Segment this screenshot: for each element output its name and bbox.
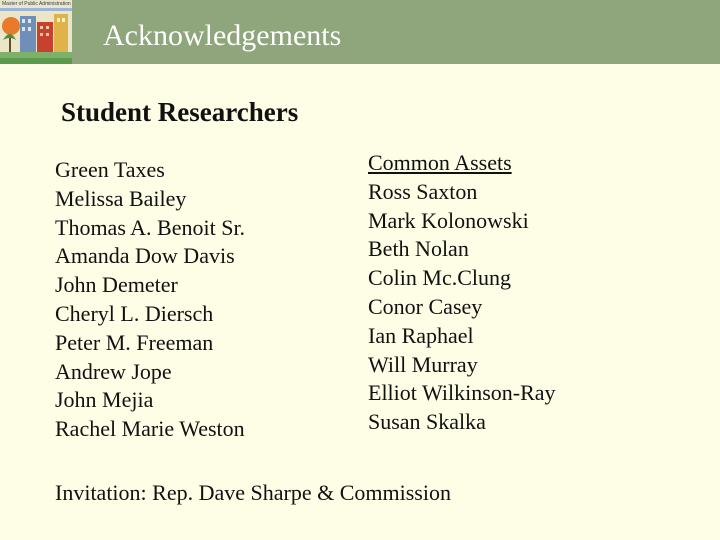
invitation-text: Invitation: Rep. Dave Sharpe & Commission [55, 480, 451, 505]
researcher-name: Thomas A. Benoit Sr. [55, 214, 246, 240]
page-title: Acknowledgements [103, 19, 342, 52]
green-taxes-column [55, 156, 245, 444]
section-heading: Student Researchers [61, 97, 299, 127]
researcher-name: Amanda Dow Davis [55, 243, 235, 269]
researcher-name: Ian Raphael [368, 322, 474, 348]
researcher-name: Beth Nolan [368, 236, 469, 262]
researcher-name: Conor Casey [368, 293, 483, 319]
researcher-name: John Mejia [55, 387, 154, 413]
researcher-name: Rachel Marie Weston [55, 416, 245, 442]
researcher-name: Mark Kolonowski [368, 207, 529, 233]
column-heading: Green Taxes [55, 157, 165, 182]
logo-caption: Master of Public Administration [2, 1, 71, 7]
researcher-name: Will Murray [368, 351, 478, 377]
researcher-name: Peter M. Freeman [55, 329, 214, 355]
column-heading: Common Assets [368, 150, 512, 175]
researcher-name: John Demeter [55, 272, 178, 298]
researcher-name: Susan Skalka [368, 409, 486, 435]
researcher-name: Elliot Wilkinson-Ray [368, 380, 556, 406]
researcher-name: Colin Mc.Clung [368, 265, 512, 291]
researcher-name: Melissa Bailey [55, 185, 187, 211]
city-skyline-icon [0, 0, 72, 64]
researcher-name: Ross Saxton [368, 178, 478, 204]
mpa-logo [0, 0, 72, 64]
title-bar [0, 0, 720, 64]
researcher-name: Cheryl L. Diersch [55, 300, 214, 326]
common-assets-column [368, 149, 556, 437]
researcher-name: Andrew Jope [55, 358, 172, 384]
